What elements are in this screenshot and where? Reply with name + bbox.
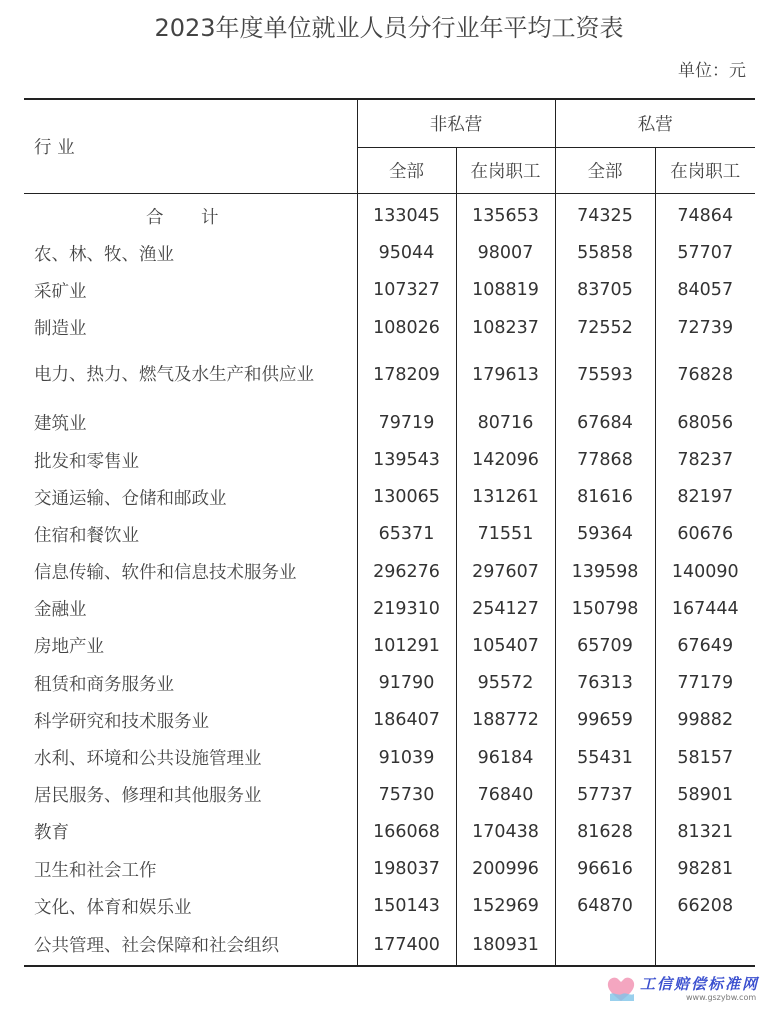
wage-value: 101291 xyxy=(357,627,456,664)
table-row xyxy=(24,193,755,235)
wage-value: 108026 xyxy=(357,309,456,346)
wage-value: 74864 xyxy=(677,206,734,227)
table-row xyxy=(24,813,755,850)
wage-value: 81321 xyxy=(677,821,734,842)
table-row xyxy=(24,627,755,664)
table-row xyxy=(24,516,755,553)
table-row xyxy=(24,404,755,441)
subheader-nonprivate-onduty: 在岗职工 xyxy=(456,147,555,193)
wage-value: 75730 xyxy=(357,776,456,813)
wage-value: 72739 xyxy=(677,317,734,338)
wage-value: 198037 xyxy=(357,851,456,888)
table-row xyxy=(24,776,755,813)
wage-value: 142096 xyxy=(456,441,555,478)
wage-value: 55858 xyxy=(555,235,655,272)
wage-value xyxy=(655,925,755,966)
industry-name: 水利、环境和公共设施管理业 xyxy=(24,739,357,776)
wage-value: 96616 xyxy=(555,851,655,888)
wage-value: 71551 xyxy=(456,516,555,553)
wage-value: 64870 xyxy=(555,888,655,925)
industry-name: 卫生和社会工作 xyxy=(24,851,357,888)
subheader-private-onduty: 在岗职工 xyxy=(655,147,755,193)
wage-value: 65371 xyxy=(357,516,456,553)
wage-value: 105407 xyxy=(456,627,555,664)
group-header-private: 私营 xyxy=(555,99,755,147)
industry-name: 批发和零售业 xyxy=(24,441,357,478)
wage-value: 108237 xyxy=(456,309,555,346)
wage-value: 254127 xyxy=(456,590,555,627)
wage-value: 66208 xyxy=(677,896,734,917)
industry-name: 金融业 xyxy=(24,590,357,627)
watermark-url: www.gszybw.com xyxy=(686,993,757,1002)
wage-value: 82197 xyxy=(677,487,734,508)
industry-name: 房地产业 xyxy=(24,627,357,664)
industry-name: 住宿和餐饮业 xyxy=(24,516,357,553)
wage-value: 65709 xyxy=(555,627,655,664)
wage-value: 72552 xyxy=(555,309,655,346)
wage-value: 83705 xyxy=(555,272,655,309)
industry-name: 居民服务、修理和其他服务业 xyxy=(24,776,357,813)
wage-value: 219310 xyxy=(357,590,456,627)
wage-value: 57707 xyxy=(677,243,734,264)
wage-value: 152969 xyxy=(456,888,555,925)
industry-name: 教育 xyxy=(24,813,357,850)
table-row xyxy=(24,665,755,702)
wage-value: 186407 xyxy=(357,702,456,739)
wage-value: 84057 xyxy=(677,280,734,301)
table-body xyxy=(24,193,755,966)
wage-value: 67684 xyxy=(555,404,655,441)
wage-value: 60676 xyxy=(677,524,734,545)
industry-name: 合 计 xyxy=(24,193,357,235)
wage-value: 177400 xyxy=(357,925,456,966)
wage-value: 98281 xyxy=(677,859,734,880)
wage-value: 140090 xyxy=(671,561,739,582)
wage-value: 75593 xyxy=(555,346,655,404)
industry-name: 租赁和商务服务业 xyxy=(24,665,357,702)
wage-value: 96184 xyxy=(456,739,555,776)
wage-value: 150798 xyxy=(555,590,655,627)
table-row xyxy=(24,235,755,272)
watermark-text: 工信赔偿标准网 xyxy=(640,975,760,993)
wage-value: 79719 xyxy=(357,404,456,441)
wage-value: 139598 xyxy=(555,553,655,590)
wage-value: 170438 xyxy=(456,813,555,850)
wage-value: 139543 xyxy=(357,441,456,478)
wage-value: 297607 xyxy=(456,553,555,590)
wage-value: 150143 xyxy=(357,888,456,925)
wage-value: 98007 xyxy=(456,235,555,272)
page-title: 2023年度单位就业人员分行业年平均工资表 xyxy=(154,14,624,42)
wage-value: 178209 xyxy=(357,346,456,404)
unit-label: 单位：元 xyxy=(678,61,746,81)
group-header-nonprivate: 非私营 xyxy=(357,99,555,147)
wage-value: 131261 xyxy=(456,479,555,516)
industry-name: 制造业 xyxy=(24,309,357,346)
wage-value: 200996 xyxy=(456,851,555,888)
table-row xyxy=(24,479,755,516)
wage-value: 166068 xyxy=(357,813,456,850)
wage-value: 108819 xyxy=(456,272,555,309)
wage-value: 68056 xyxy=(677,412,734,433)
wage-value: 167444 xyxy=(671,598,739,619)
industry-name: 电力、热力、燃气及水生产和供应业 xyxy=(24,346,357,404)
industry-name: 公共管理、社会保障和社会组织 xyxy=(24,925,357,966)
wage-value: 80716 xyxy=(456,404,555,441)
wage-value: 188772 xyxy=(456,702,555,739)
wage-value: 76840 xyxy=(456,776,555,813)
wage-value: 59364 xyxy=(555,516,655,553)
industry-header: 行 业 xyxy=(24,99,357,193)
industry-name: 交通运输、仓储和邮政业 xyxy=(24,479,357,516)
wage-value xyxy=(555,925,655,966)
wage-value: 55431 xyxy=(555,739,655,776)
industry-name: 科学研究和技术服务业 xyxy=(24,702,357,739)
table-row xyxy=(24,702,755,739)
wage-value: 180931 xyxy=(456,925,555,966)
wage-value: 95572 xyxy=(456,665,555,702)
wage-value: 76828 xyxy=(677,365,734,386)
industry-name: 采矿业 xyxy=(24,272,357,309)
table-row xyxy=(24,851,755,888)
industry-name: 农、林、牧、渔业 xyxy=(24,235,357,272)
wage-value: 81628 xyxy=(555,813,655,850)
industry-name: 建筑业 xyxy=(24,404,357,441)
table-row xyxy=(24,888,755,925)
subheader-nonprivate-all: 全部 xyxy=(357,147,456,193)
wage-value: 179613 xyxy=(456,346,555,404)
wage-value: 58157 xyxy=(677,747,734,768)
wage-value: 91039 xyxy=(357,739,456,776)
wage-value: 78237 xyxy=(677,450,734,471)
wage-value: 76313 xyxy=(555,665,655,702)
wage-value: 77868 xyxy=(555,441,655,478)
wage-value: 107327 xyxy=(357,272,456,309)
wage-value: 135653 xyxy=(456,193,555,235)
table-row xyxy=(24,739,755,776)
wage-value: 57737 xyxy=(555,776,655,813)
watermark xyxy=(606,972,776,1008)
wage-value: 99882 xyxy=(677,710,734,731)
table-row xyxy=(24,346,755,404)
wage-value: 67649 xyxy=(677,635,734,656)
wage-value: 130065 xyxy=(357,479,456,516)
wage-value: 91790 xyxy=(357,665,456,702)
industry-name: 文化、体育和娱乐业 xyxy=(24,888,357,925)
table-row xyxy=(24,553,755,590)
table-row xyxy=(24,441,755,478)
wage-value: 74325 xyxy=(555,193,655,235)
subheader-private-all: 全部 xyxy=(555,147,655,193)
wage-value: 58901 xyxy=(677,784,734,805)
table-row xyxy=(24,272,755,309)
wage-value: 81616 xyxy=(555,479,655,516)
industry-name: 信息传输、软件和信息技术服务业 xyxy=(24,553,357,590)
table-row xyxy=(24,925,755,966)
wage-value: 133045 xyxy=(357,193,456,235)
wage-value: 296276 xyxy=(357,553,456,590)
wage-value: 99659 xyxy=(555,702,655,739)
heart-logo-icon xyxy=(606,974,636,1004)
table-row xyxy=(24,309,755,346)
wage-table xyxy=(24,98,755,967)
table-row xyxy=(24,590,755,627)
wage-value: 77179 xyxy=(677,673,734,694)
wage-value: 95044 xyxy=(357,235,456,272)
